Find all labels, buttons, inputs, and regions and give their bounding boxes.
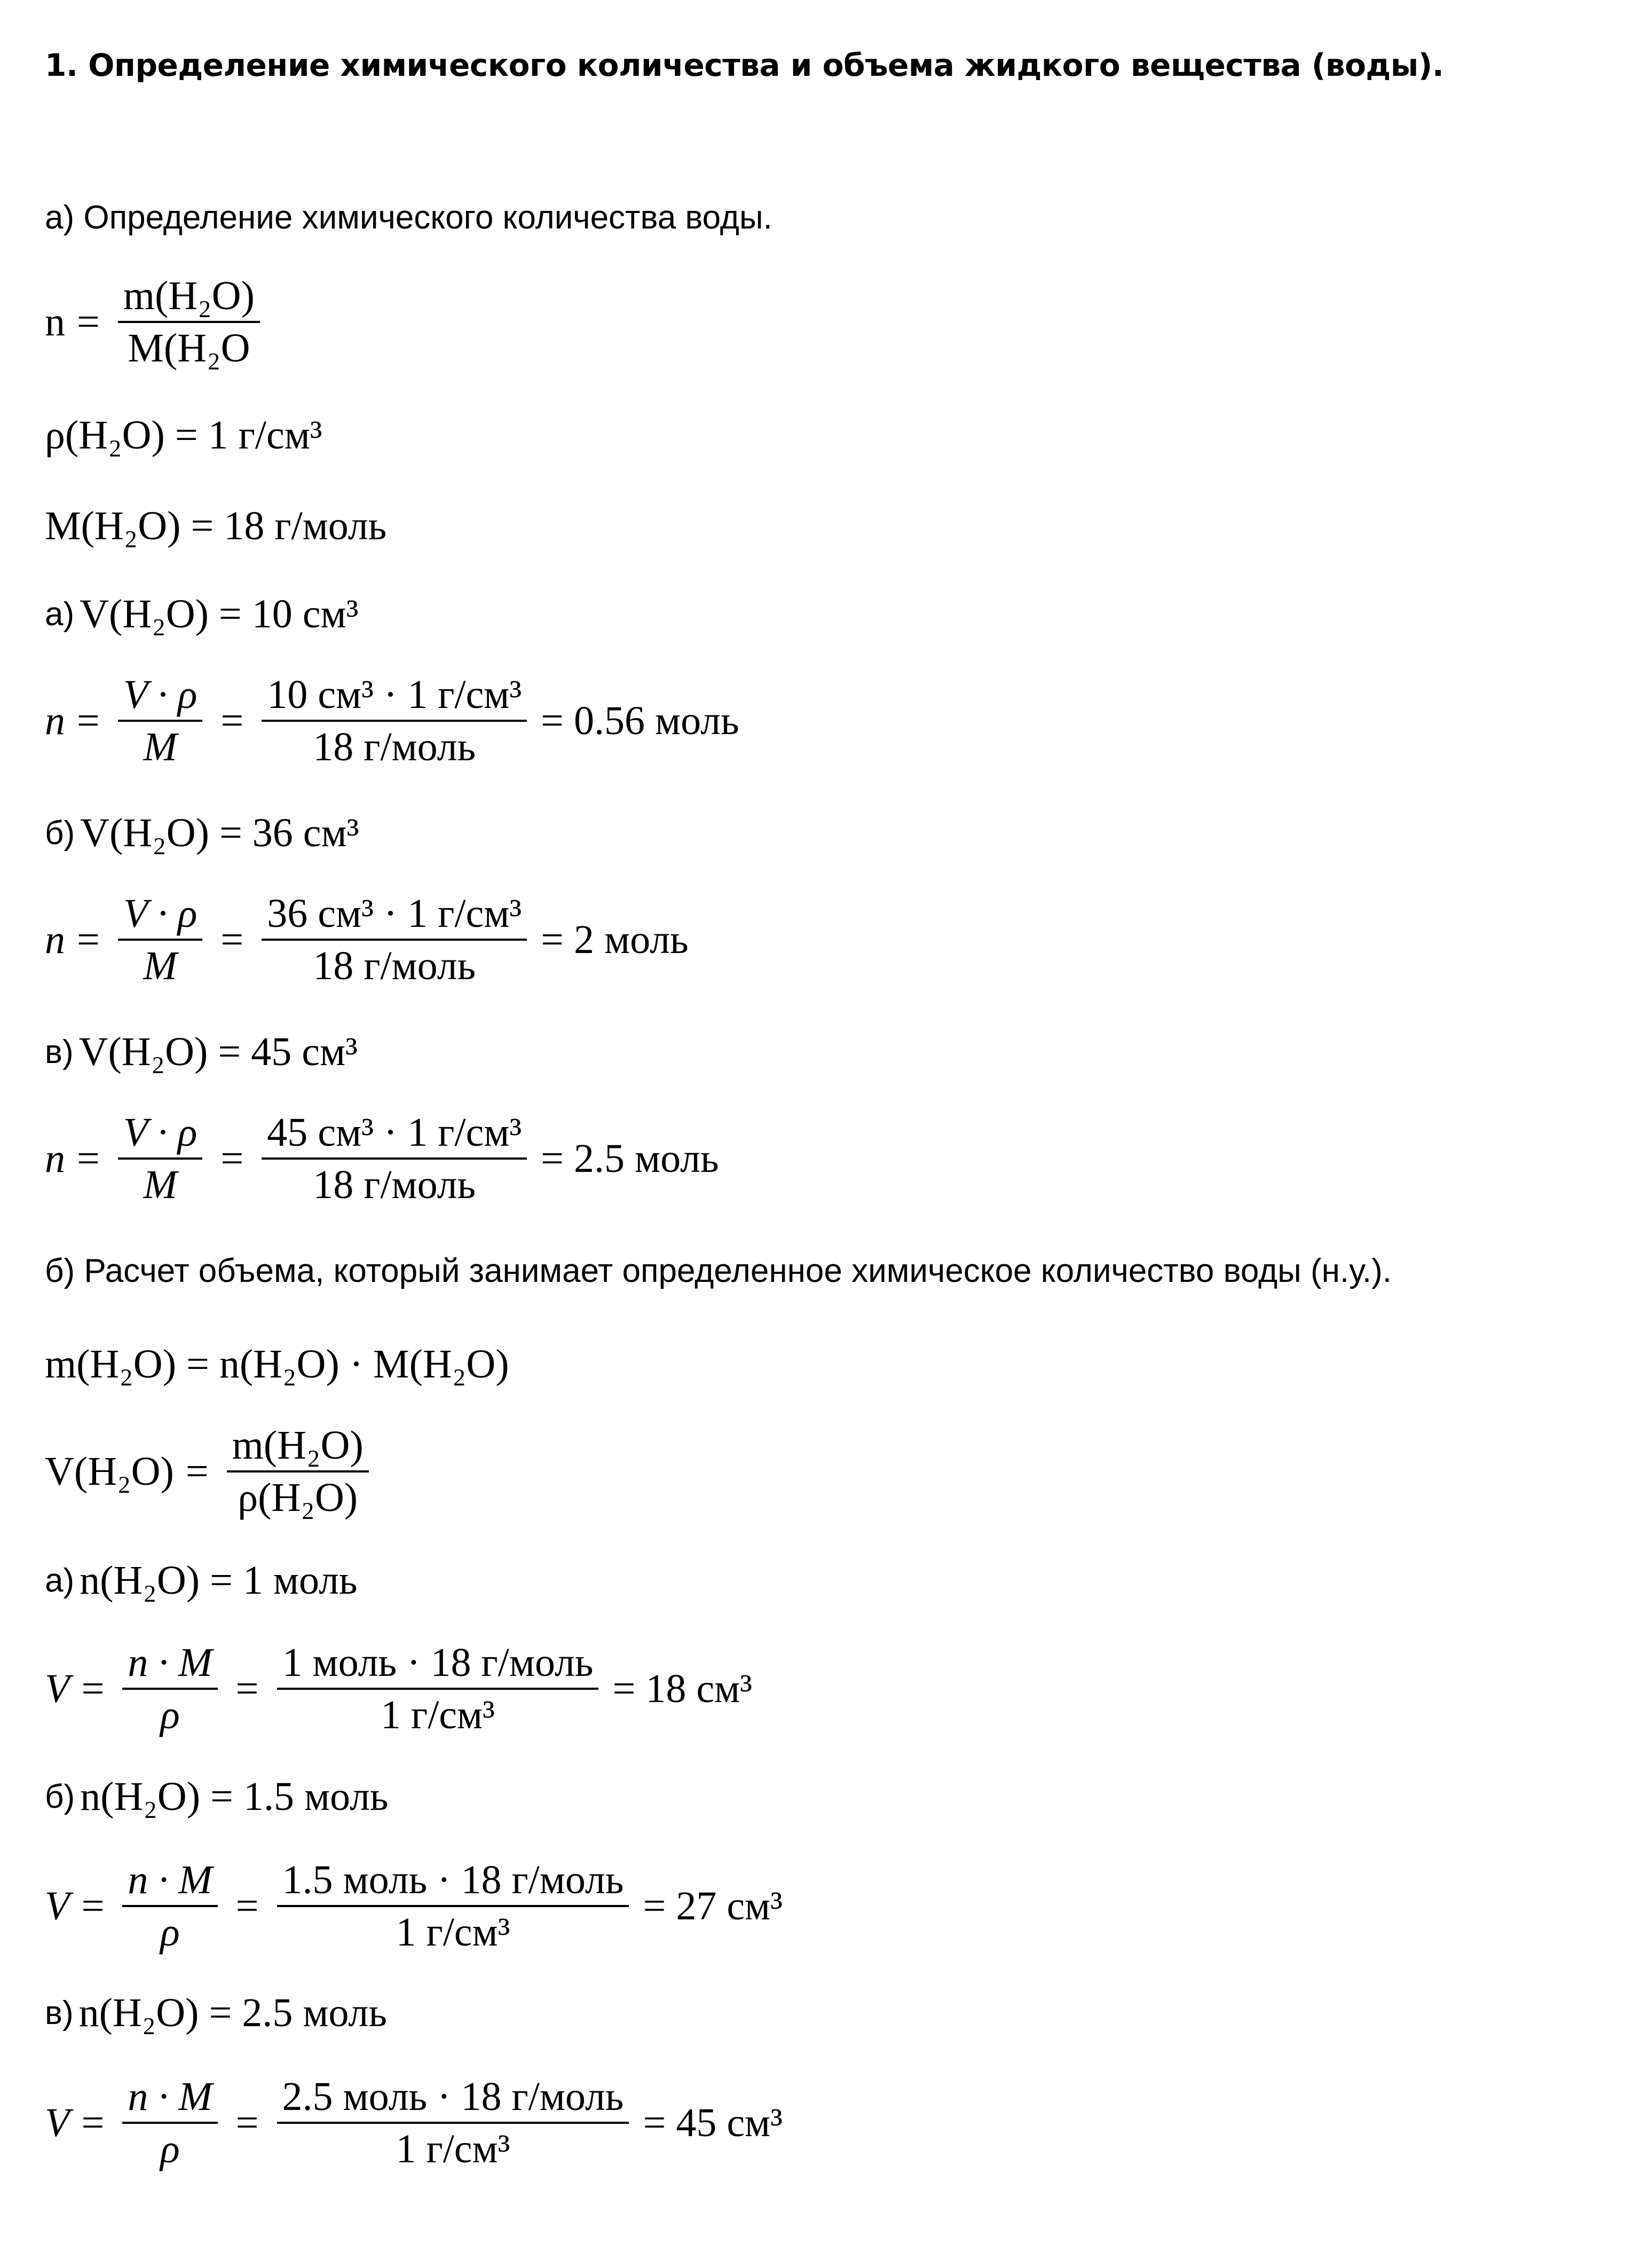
formula-lhs: n [45,917,65,963]
mass-formula-line: m(H₂O) = n(H₂O) · M(H₂O) [45,1341,509,1387]
formula-lhs: n [45,698,65,744]
fraction-numerator: V · ρ [118,1112,203,1160]
fraction-numerator: 10 см³ · 1 г/см³ [262,674,527,722]
formula-lhs: n [45,300,65,345]
fraction-numerator: V · ρ [118,674,203,722]
formula-lhs: V [45,2100,70,2146]
case-given: V(H₂O) = 36 см³ [80,810,359,855]
fraction-numerator: 45 см³ · 1 г/см³ [262,1112,527,1160]
case-given: n(H₂O) = 1 моль [80,1557,358,1603]
volume-formula-line [45,1424,375,1519]
equals-sign: = [77,300,100,345]
case-result: = 0.56 моль [541,698,739,744]
case-result: = 45 см³ [643,2100,783,2146]
fraction-denominator: 18 г/моль [313,1162,476,1207]
fraction-denominator: 1 г/см³ [396,2126,510,2171]
general-fraction [118,674,203,769]
fraction-denominator: 1 г/см³ [381,1692,495,1737]
general-fraction [122,1642,217,1737]
equals-sign: = [77,698,100,744]
case-label: б) [45,1778,75,1815]
fraction-numerator: n · M [122,1642,217,1690]
case-label: а) [45,595,75,633]
case-calc-line [45,2076,783,2171]
equals-sign: = [185,1449,209,1494]
equals-sign: = [220,1136,244,1182]
case-given: V(H₂O) = 10 см³ [80,591,359,636]
fraction-denominator: M [143,943,177,988]
case-label: в) [45,1033,74,1070]
general-fraction [122,2076,217,2171]
case-calc-line [45,1642,752,1737]
equals-sign: = [220,917,244,963]
value-fraction [277,1859,629,1954]
fraction-numerator: m(H₂O) [118,275,260,323]
fraction-denominator: 18 г/моль [313,943,476,988]
formula-lhs: V [45,1666,70,1712]
case-given: n(H₂O) = 1.5 моль [80,1774,389,1819]
fraction-numerator: n · M [122,2076,217,2124]
case-given-line [45,1765,389,1829]
value-fraction [262,893,527,988]
fraction-numerator: n · M [122,1859,217,1907]
case-given-line [45,582,358,646]
fraction-numerator: 1 моль · 18 г/моль [277,1642,599,1690]
value-fraction [277,2076,629,2171]
case-given: n(H₂O) = 2.5 моль [78,1990,388,2035]
equals-sign: = [81,1666,105,1712]
case-result: = 27 см³ [643,1884,783,1929]
case-result: = 2 моль [541,917,689,963]
case-result: = 2.5 моль [541,1136,719,1182]
fraction-numerator: m(H₂O) [227,1424,369,1472]
fraction-denominator: ρ(H₂O) [238,1475,358,1520]
density-line: ρ(H₂O) = 1 г/см³ [45,412,322,458]
fraction [227,1424,369,1519]
equals-sign: = [77,1136,100,1182]
case-calc-line [45,893,689,988]
general-fraction [118,1112,203,1207]
case-label: а) [45,1562,75,1599]
fraction-denominator: 18 г/моль [313,724,476,769]
case-given-line [45,1981,387,2045]
case-calc-line [45,674,739,769]
fraction-denominator: ρ [160,2126,180,2171]
molar-mass-line: M(H₂O) = 18 г/моль [45,503,387,548]
fraction-denominator: M [143,1162,177,1207]
case-result: = 18 см³ [612,1666,752,1712]
case-given-line [45,801,359,865]
fraction-denominator: ρ [160,1909,180,1955]
case-label: в) [45,1994,74,2031]
fraction-denominator: M [143,724,177,769]
case-calc-line [45,1112,719,1207]
fraction [118,275,260,370]
formula-n-mass [45,275,266,370]
formula-lhs: V(H₂O) [45,1449,174,1494]
fraction-denominator: M(H₂O [128,325,250,371]
equals-sign: = [235,1666,259,1712]
section-a-heading: а) Определение химического количества воды. [45,199,772,236]
equals-sign: = [77,917,100,963]
fraction-denominator: 1 г/см³ [396,1909,510,1955]
case-given-line [45,1020,358,1084]
fraction-numerator: 36 см³ · 1 г/см³ [262,893,527,941]
equals-sign: = [81,1884,105,1929]
general-fraction [118,893,203,988]
fraction-numerator: V · ρ [118,893,203,941]
fraction-denominator: ρ [160,1692,180,1737]
value-fraction [262,674,527,769]
equals-sign: = [235,2100,259,2146]
equals-sign: = [235,1884,259,1929]
value-fraction [277,1642,599,1737]
section-b-heading: б) Расчет объема, который занимает определенное химическое количество воды (н.у.). [45,1253,1392,1289]
formula-lhs: n [45,1136,65,1182]
formula-lhs: V [45,1884,70,1929]
case-calc-line [45,1859,783,1954]
general-fraction [122,1859,217,1954]
case-given-line [45,1548,358,1612]
page-title: 1. Определение химического количества и объема жидкого вещества (воды). [45,47,1444,83]
value-fraction [262,1112,527,1207]
fraction-numerator: 1.5 моль · 18 г/моль [277,1859,629,1907]
equals-sign: = [81,2100,105,2146]
equals-sign: = [220,698,244,744]
case-label: б) [45,814,75,852]
case-given: V(H₂O) = 45 см³ [78,1029,358,1074]
fraction-numerator: 2.5 моль · 18 г/моль [277,2076,629,2124]
